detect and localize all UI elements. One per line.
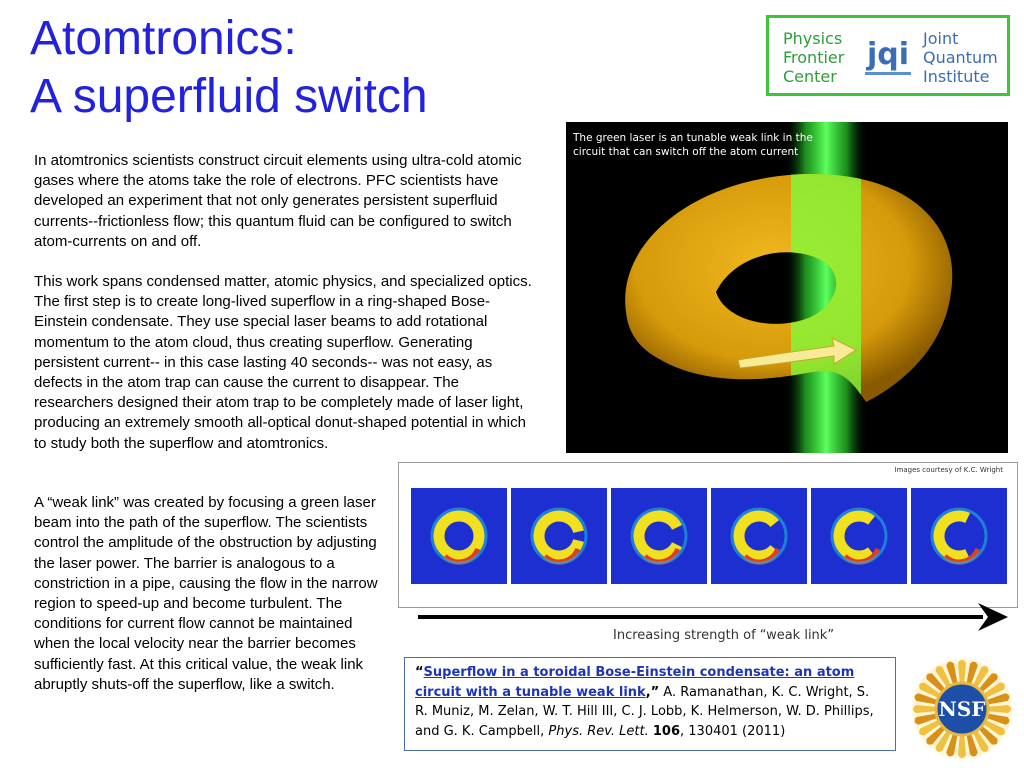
logo-right-line-1: Joint xyxy=(923,29,959,48)
title-line-1: Atomtronics: xyxy=(30,12,297,65)
citation-journal: Phys. Rev. Lett. xyxy=(548,723,649,739)
torus-illustration xyxy=(566,122,1008,453)
condensate-frame xyxy=(811,488,907,584)
citation-pages: , 130401 (2011) xyxy=(680,723,786,739)
citation-open-quote: “ xyxy=(415,665,424,680)
condensate-image-strip xyxy=(398,462,1018,608)
nsf-logo xyxy=(908,655,1016,763)
citation-volume: 106 xyxy=(652,723,681,739)
condensate-frame xyxy=(411,488,507,584)
jqi-mark-icon xyxy=(861,26,915,86)
logo-right-text xyxy=(923,29,998,86)
citation-box xyxy=(404,657,896,751)
condensate-frame xyxy=(511,488,607,584)
citation-close-quote: ,” xyxy=(645,684,660,700)
paragraph-weak-link: A “weak link” was created by focusing a green laser beam into the path of the superflow. The scientists control the amplitude of the obstruction by adjusting the laser power. The barrier is analogous to a constriction in a pipe, causing the flow in the narrow region to speed-up and become turbulent. The conditions for current flow cannot be maintained when the local velocity near the barrier becomes sufficiently fast. At this critical value, the weak link abruptly shuts-off the superflow, like a switch. xyxy=(34,494,378,693)
jqi-pfc-logo xyxy=(766,15,1010,96)
logo-mark-text: jqi xyxy=(866,37,910,72)
condensate-frame xyxy=(711,488,807,584)
nsf-text: NSF xyxy=(938,697,986,721)
paragraph-intro: In atomtronics scientists construct circuit elements using ultra-cold atomic gases where the atoms take the role of electrons. PFC scientists have developed an experiment that not only generates persistent superfluid currents--frictionless flow; this quantum fluid can be configured to switch atom-currents on and off. xyxy=(34,152,522,250)
citation-authors: A. Ramanathan, K. C. Wright, S. R. Muniz, M. Zelan, W. T. Hill III, C. J. Lobb, K. Helmerson, W. D. Phillips, and G. K. Campbell, xyxy=(415,684,874,739)
citation-link[interactable]: Superflow in a toroidal Bose-Einstein condensate: an atom circuit with a tunable weak link xyxy=(415,665,855,700)
logo-left-line-2: Frontier xyxy=(783,48,845,67)
torus-caption: The green laser is an tunable weak link in the circuit that can switch off the atom current xyxy=(573,132,813,158)
condensate-frame xyxy=(611,488,707,584)
logo-left-line-1: Physics xyxy=(783,29,843,48)
paragraph-method: This work spans condensed matter, atomic physics, and specialized optics. The first step is to create long-lived superflow in a ring-shaped Bose-Einstein condensate. They use special laser beams to add rotational momentum to the atom cloud, thus creating superflow. Generating persistent current-- in this case lasting 40 seconds-- was not easy, as defects in the atom trap can cause the current to disappear. The researchers designed their atom trap to be completely made of laser light, producing an extremely smooth all-optical donut-shaped potential in which to study both the superflow and atomtronics. xyxy=(34,273,532,452)
title-line-2: A superfluid switch xyxy=(30,70,428,123)
logo-right-line-3: Institute xyxy=(923,67,990,86)
slide-title xyxy=(30,10,428,126)
logo-left-line-3: Center xyxy=(783,67,837,86)
condensate-frame xyxy=(911,488,1007,584)
weak-link-axis-label: Increasing strength of “weak link” xyxy=(613,628,835,643)
logo-left-text xyxy=(783,29,844,86)
logo-right-line-2: Quantum xyxy=(923,48,998,67)
torus-graphic xyxy=(566,122,1008,453)
image-credit: Images courtesy of K.C. Wright xyxy=(894,466,1003,474)
